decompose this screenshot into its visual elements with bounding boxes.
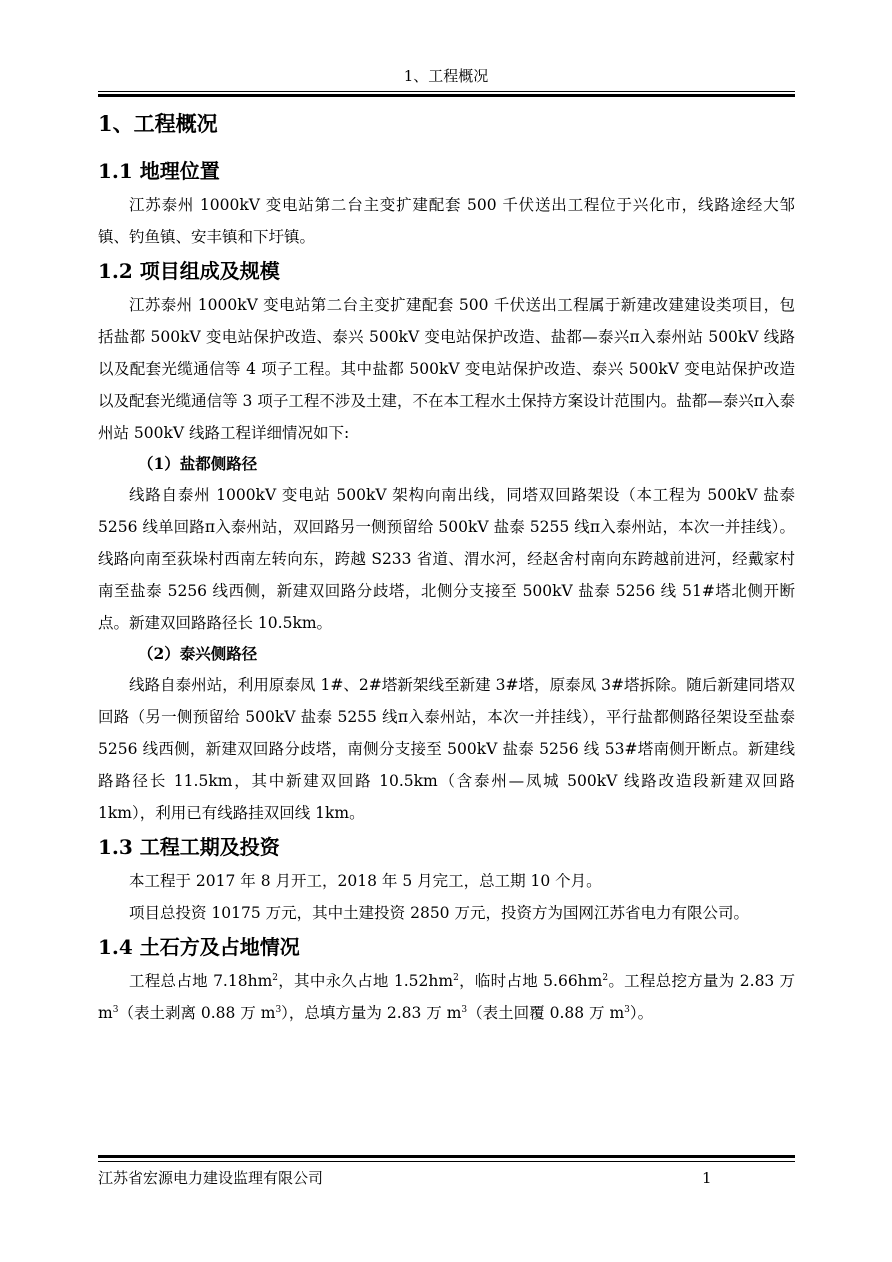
section-1-3-title: 1.3 工程工期及投资 <box>98 835 280 859</box>
section-1-2-paragraph-3: 线路自泰州站，利用原泰凤 1#、2#塔新架线至新建 3#塔，原泰凤 3#塔拆除。随后新建同塔双回路（另一侧预留给 500kV 盐泰 5255 线π入泰州站，本次一并挂线），平行盐都侧路径架设至盐泰 5256 线西侧，新建双回路分歧塔，南侧分支接至 500kV 盐泰 5256 线 53#塔南侧开断点。新建线路路径长 11.5km，其中新建双回路 10.5km（含泰州—凤城 500kV 线路改造段新建双回路 1km），利用已有线路挂双回线 1km。 <box>98 676 795 822</box>
section-1-3-paragraph-2: 项目总投资 10175 万元，其中土建投资 2850 万元，投资方为国网江苏省电力有限公司。 <box>129 904 749 922</box>
footer-company: 江苏省宏源电力建设监理有限公司 <box>98 1169 324 1187</box>
subheading-yandu-route: （1）盐都侧路径 <box>138 454 258 473</box>
header-rule-thick <box>98 94 795 97</box>
section-1-4-paragraph: 工程总占地 $7.18hm^2$，其中永久占地 $1.52hm^2$，临时占地 $5.66hm^2$。工程总挖方量为 2.83 万 $m^3$（表土剥离 0.88 万 $m^3$），总填方量为 2.83 万 $m^3$（表土回覆 0.88 万 $m^3$）。 <box>98 972 795 1022</box>
section-1-2-paragraph-1: 江苏泰州 1000kV 变电站第二台主变扩建配套 500 千伏送出工程属于新建改建建设类项目，包括盐都 500kV 变电站保护改造、泰兴 500kV 变电站保护改造、盐都—泰兴π入泰州站 500kV 线路以及配套光缆通信等 4 项子工程。其中盐都 500kV 变电站保护改造、泰兴 500kV 变电站保护改造以及配套光缆通信等 3 项子工程不涉及土建，不在本工程水土保持方案设计范围内。盐都—泰兴π入泰州站 500kV 线路工程详细情况如下: <box>98 296 795 442</box>
page-body <box>98 104 795 1029</box>
section-1-3-paragraph-1: 本工程于 2017 年 8 月开工，2018 年 5 月完工，总工期 10 个月。 <box>129 872 602 890</box>
subheading-taixing-route: （2）泰兴侧路径 <box>138 644 258 663</box>
footer-rule-thick <box>98 1155 795 1158</box>
header-rule-thin <box>98 91 795 92</box>
footer-rule-thin <box>98 1161 795 1162</box>
page-number: 1 <box>702 1169 712 1187</box>
section-1-1-paragraph: 江苏泰州 1000kV 变电站第二台主变扩建配套 500 千伏送出工程位于兴化市，线路途经大邹镇、钓鱼镇、安丰镇和下圩镇。 <box>98 196 795 246</box>
section-1-1-title: 1.1 地理位置 <box>98 159 220 183</box>
section-1-2-paragraph-2: 线路自泰州 1000kV 变电站 500kV 架构向南出线，同塔双回路架设（本工程为 500kV 盐泰 5256 线单回路π入泰州站，双回路另一侧预留给 500kV 盐泰 5255 线π入泰州站，本次一并挂线）。线路向南至荻垛村西南左转向东，跨越 S233 省道、渭水河，经赵舍村南向东跨越前进河，经戴家村南至盐泰 5256 线西侧，新建双回路分歧塔，北侧分支接至 500kV 盐泰 5256 线 51#塔北侧开断点。新建双回路路径长 10.5km。 <box>98 486 795 632</box>
section-1-2-title: 1.2 项目组成及规模 <box>98 259 280 283</box>
chapter-title: 1、工程概况 <box>98 111 218 136</box>
section-1-4-title: 1.4 土石方及占地情况 <box>98 935 300 959</box>
running-header: 1、工程概况 <box>403 67 489 85</box>
